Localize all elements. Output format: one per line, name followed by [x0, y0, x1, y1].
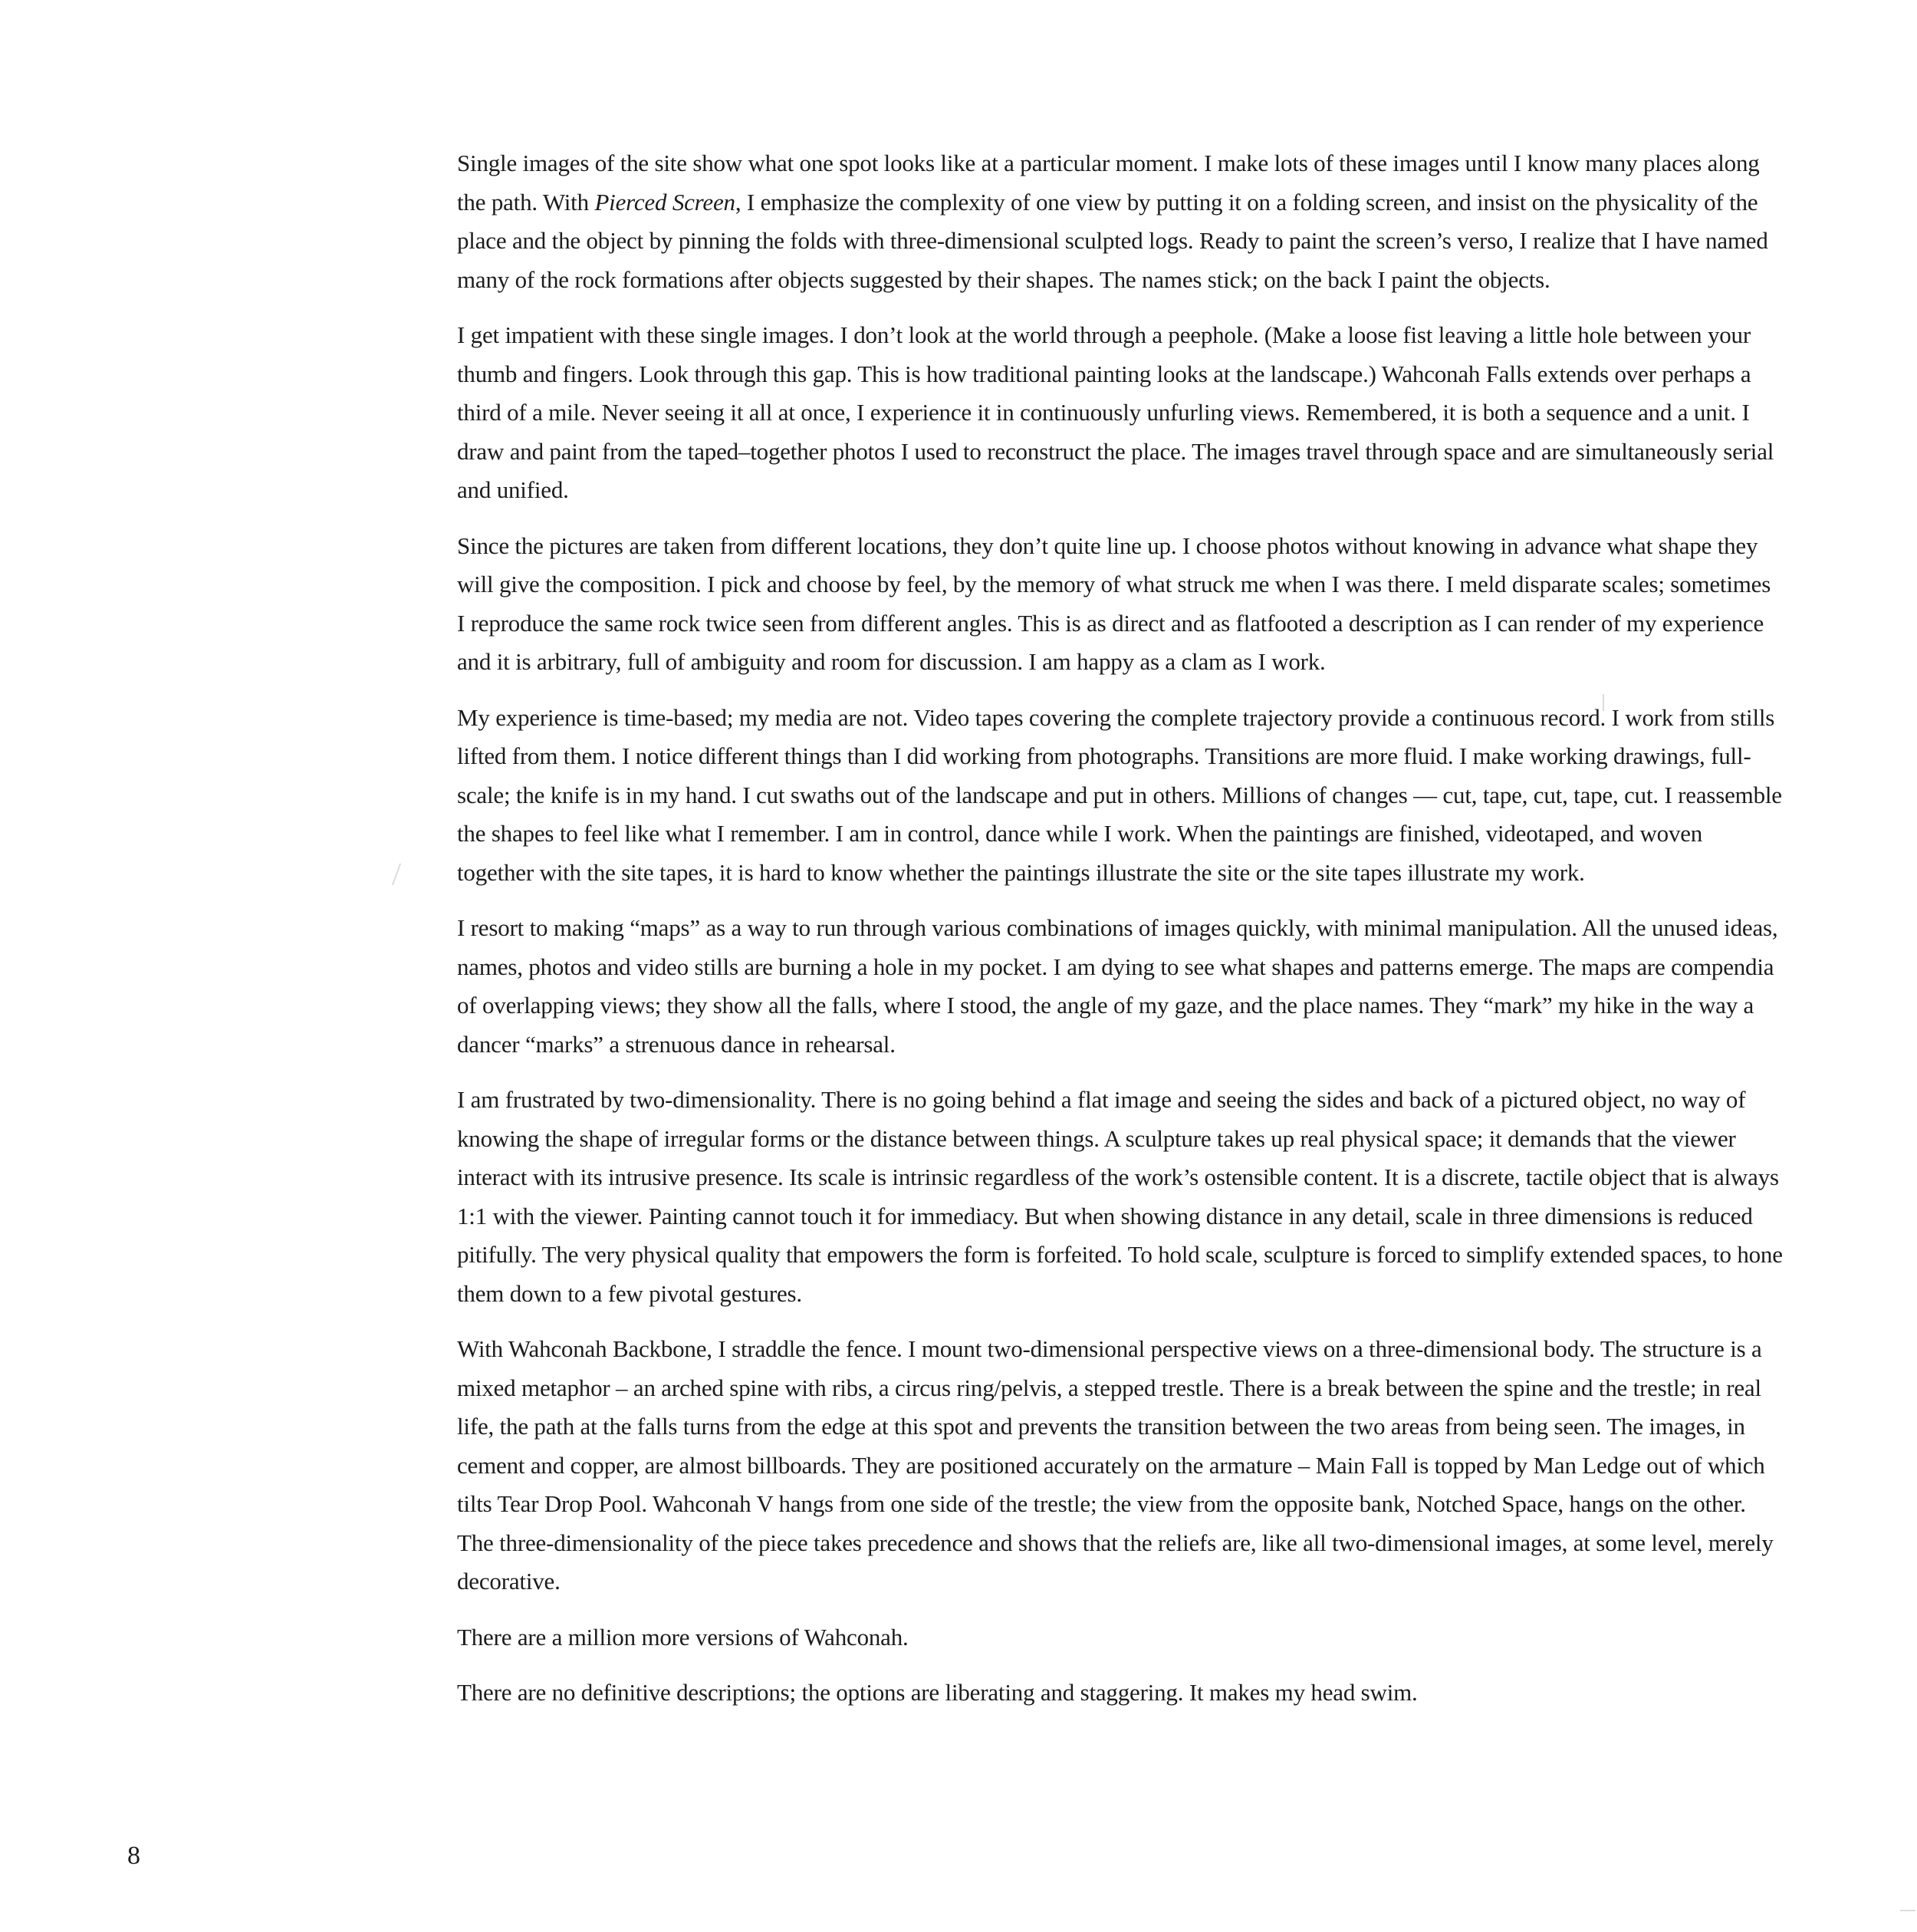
scan-speck	[392, 864, 401, 886]
paragraph-1-before: Single images of the site show what one spot looks like at a particular moment. I make lots of these images until I know many places along the path. With	[457, 150, 1760, 216]
paragraph-3: Since the pictures are taken from different locations, they don’t quite line up. I choose photos without knowing in advance what shape they will give the composition. I pick and choose by feel, by the memory of what struck me when I was there. I meld disparate scales; sometimes I reproduce the same rock twice seen from different angles. This is as direct and as flatfooted a description as I can render of my experience and it is arbitrary, full of ambiguity and room for discussion. I am happy as a clam as I work.	[457, 532, 1771, 675]
paragraph-4: My experience is time-based; my media are not. Video tapes covering the complete trajectory provide a continuous record. I work from stills lifted from them. I notice different things than I did working from photographs. Transitions are more fluid. I make working drawings, full-scale; the knife is in my hand. I cut swaths out of the landscape and put in others. Millions of changes — cut, tape, cut, tape, cut. I reassemble the shapes to feel like what I remember. I am in control, dance while I work. When the paintings are finished, videotaped, and woven together with the site tapes, it is hard to know whether the paintings illustrate the site or the site tapes illustrate my work.	[457, 703, 1782, 886]
scan-speck	[1603, 694, 1604, 711]
paragraph-1	[457, 144, 1784, 299]
paragraph-7: With Wahconah Backbone, I straddle the fence. I mount two-dimensional perspective views on a three-dimensional body. The structure is a mixed metaphor – an arched spine with ribs, a circus ring/pelvis, a stepped trestle. There is a break between the spine and the trestle; in real life, the path at the falls turns from the edge at this spot and prevents the transition between the two areas from being seen. The images, in cement and copper, are almost billboards. They are positioned accurately on the armature – Main Fall is topped by Man Ledge out of which tilts Tear Drop Pool. Wahconah V hangs from one side of the trestle; the view from the opposite bank, Notched Space, hangs on the other. The three-dimensionality of the piece takes precedence and shows that the reliefs are, like all two-dimensional images, at some level, merely decorative.	[457, 1335, 1774, 1595]
paragraph-2: I get impatient with these single images. I don’t look at the world through a peephole. (Make a loose fist leaving a little hole between your thumb and fingers. Look through this gap. This is how traditional painting looks at the landscape.) Wahconah Falls extends over perhaps a third of a mile. Never seeing it all at once, I experience it in continuously unfurling views. Remembered, it is both a sequence and a unit. I draw and paint from the taped–together photos I used to reconstruct the place. The images travel through space and are simultaneously serial and unified.	[457, 321, 1774, 503]
artwork-title-pierced-screen: Pierced Screen	[594, 188, 735, 216]
scan-speck	[1900, 1910, 1915, 1911]
paragraph-9: There are no definitive descriptions; the options are liberating and staggering. It makes my head swim.	[457, 1679, 1418, 1706]
body-text-column	[457, 144, 1784, 1730]
paragraph-8: There are a million more versions of Wahconah.	[457, 1623, 909, 1651]
page-number: 8	[127, 1841, 140, 1870]
paragraph-6: I am frustrated by two-dimensionality. There is no going behind a flat image and seeing the sides and back of a pictured object, no way of knowing the shape of irregular forms or the distance between things. A sculpture takes up real physical space; it demands that the viewer interact with its intrusive presence. Its scale is intrinsic regardless of the work’s ostensible content. It is a discrete, tactile object that is always 1:1 with the viewer. Painting cannot touch it for immediacy. But when showing distance in any detail, scale in three dimensions is reduced pitifully. The very physical quality that empowers the form is forfeited. To hold scale, sculpture is forced to simplify extended spaces, to hone them down to a few pivotal gestures.	[457, 1086, 1783, 1307]
paragraph-1-after: , I emphasize the complexity of one view by putting it on a folding screen, and insist on the physicality of the place and the object by pinning the folds with three-dimensional sculpted logs. Ready to paint the screen’s verso, I realize that I have named many of the rock formations after objects suggested by their shapes. The names stick; on the back I paint the objects.	[457, 188, 1768, 293]
paragraph-5: I resort to making “maps” as a way to run through various combinations of images quickly, with minimal manipulation. All the unused ideas, names, photos and video stills are burning a hole in my pocket. I am dying to see what shapes and patterns emerge. The maps are compendia of overlapping views; they show all the falls, where I stood, the angle of my gaze, and the place names. They “mark” my hike in the way a dancer “marks” a strenuous dance in rehearsal.	[457, 914, 1778, 1058]
